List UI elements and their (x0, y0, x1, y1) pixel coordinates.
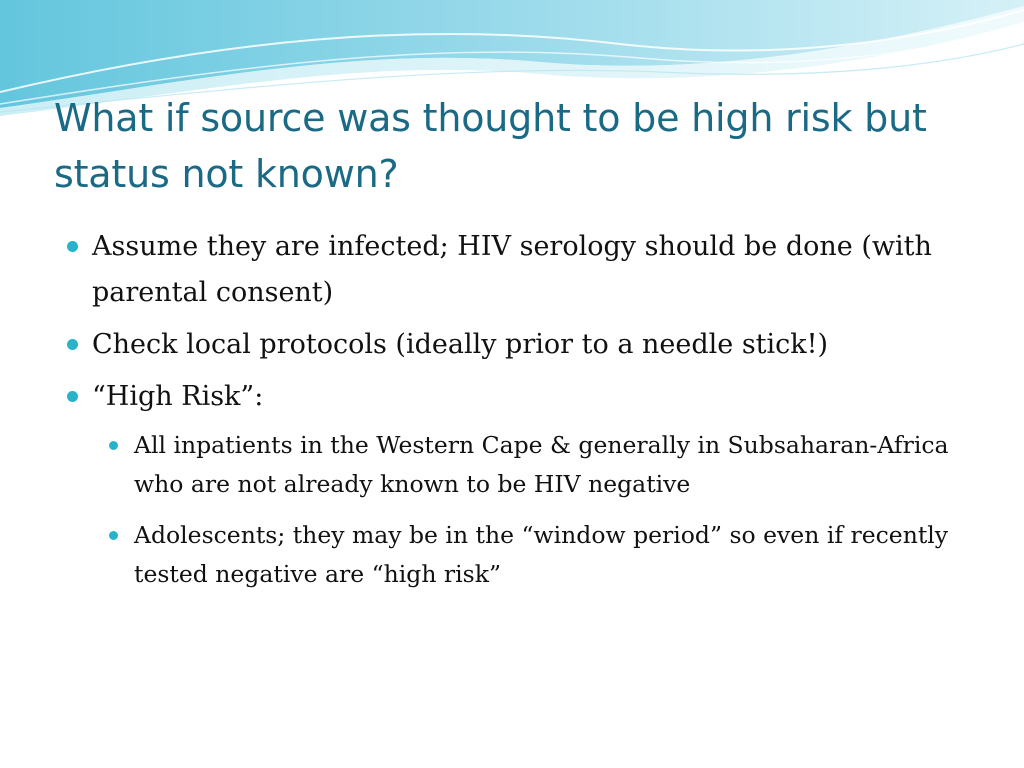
sub-bullet-group (62, 426, 992, 594)
bullet-text: Assume they are infected; HIV serology should be done (with parental consent) (92, 231, 932, 308)
sub-bullet-list (62, 426, 992, 594)
sub-bullet-item (62, 516, 992, 594)
bullet-dot-icon (67, 241, 78, 252)
bullet-text: Check local protocols (ideally prior to a needle stick!) (92, 329, 829, 360)
bullet-item (62, 322, 992, 368)
bullet-dot-icon (67, 391, 78, 402)
bullet-item (62, 374, 992, 420)
bullet-dot-icon (67, 339, 78, 350)
sub-bullet-text: All inpatients in the Western Cape & generally in Subsaharan-Africa who are not already known to be HIV negative (134, 431, 949, 498)
sub-bullet-item (62, 426, 992, 504)
slide-title: What if source was thought to be high risk but status not known? (54, 96, 927, 196)
bullet-item (62, 224, 992, 316)
bullet-text: “High Risk”: (92, 381, 264, 412)
sub-bullet-dot-icon (109, 441, 118, 450)
sub-bullet-dot-icon (109, 531, 118, 540)
sub-bullet-text: Adolescents; they may be in the “window period” so even if recently tested negative are “high risk” (134, 521, 949, 588)
bullet-list (62, 224, 992, 606)
